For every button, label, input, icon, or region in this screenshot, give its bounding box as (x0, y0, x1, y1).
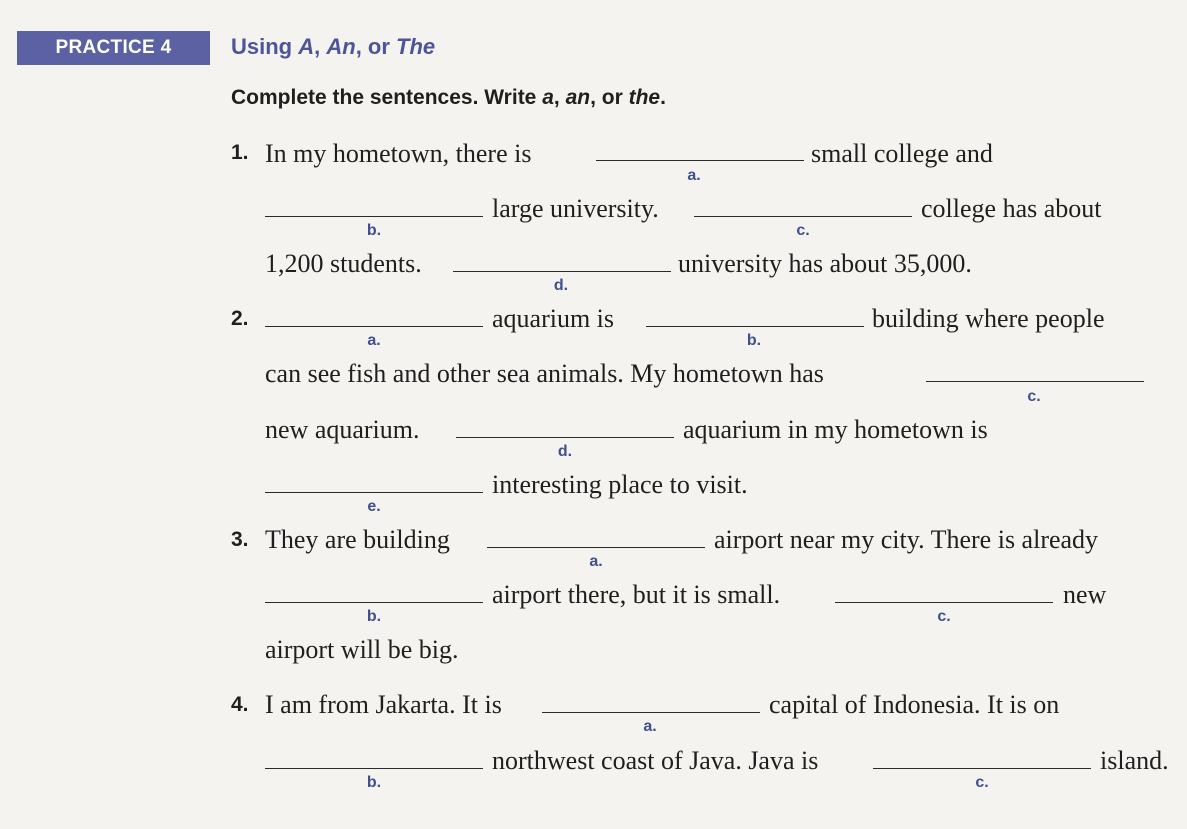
exercise-1-text: 1,200 students. (265, 249, 422, 278)
instruction-sep1: , (553, 86, 566, 109)
practice-badge: PRACTICE 4 (17, 31, 210, 65)
instruction-end: . (660, 86, 666, 109)
exercise-3-text: They are building (265, 525, 450, 554)
exercise-4-text: capital of Indonesia. It is on (769, 690, 1060, 719)
exercise-1-text: university has about 35,000. (678, 249, 972, 278)
exercise-1-text: In my hometown, there is (265, 139, 532, 168)
exercise-2b-label: b. (746, 332, 762, 349)
exercise-3c-label: c. (937, 608, 951, 625)
exercise-3-text: airport near my city. There is already (714, 525, 1099, 554)
exercise-2d-label: d. (557, 443, 573, 460)
exercise-1a-label: a. (687, 167, 701, 184)
heading-the: The (396, 34, 436, 59)
exercise-3-number: 3. (231, 528, 249, 551)
exercise-2d-blank[interactable] (456, 437, 674, 438)
exercise-1-text: small college and (811, 139, 993, 168)
exercise-2-text: can see fish and other sea animals. My hometown has (265, 359, 824, 388)
exercise-4-text: I am from Jakarta. It is (265, 690, 502, 719)
heading-an: An (326, 34, 356, 59)
exercise-2b-blank[interactable] (646, 326, 864, 327)
exercise-3-text: airport will be big. (265, 635, 459, 664)
exercise-2a-blank[interactable] (265, 326, 483, 327)
exercise-3b-blank[interactable] (265, 602, 483, 603)
heading-prefix: Using (231, 34, 299, 59)
exercise-4-text: northwest coast of Java. Java is (492, 746, 819, 775)
exercise-3b-label: b. (366, 608, 382, 625)
exercise-2a-label: a. (367, 332, 381, 349)
exercise-1b-label: b. (366, 222, 382, 239)
heading-a: A (298, 34, 315, 59)
exercise-4c-blank[interactable] (873, 768, 1091, 769)
exercise-1d-blank[interactable] (453, 271, 671, 272)
exercise-4b-label: b. (366, 774, 382, 791)
exercise-2-text: new aquarium. (265, 415, 420, 444)
exercise-1-text: large university. (492, 194, 659, 223)
exercise-3c-blank[interactable] (835, 602, 1053, 603)
exercise-2-number: 2. (231, 307, 249, 330)
exercise-1c-blank[interactable] (694, 216, 912, 217)
exercise-1a-blank[interactable] (596, 160, 804, 161)
heading-sep1: , (314, 34, 327, 59)
exercise-4a-label: a. (643, 718, 657, 735)
instruction-an: an (565, 86, 591, 109)
exercise-4-number: 4. (231, 693, 249, 716)
exercise-4c-label: c. (975, 774, 989, 791)
instructions (231, 86, 666, 110)
exercise-1-text: college has about (921, 194, 1102, 223)
exercise-2-text: aquarium in my hometown is (683, 415, 988, 444)
exercise-2c-blank[interactable] (926, 381, 1144, 382)
section-heading (231, 34, 435, 60)
exercise-1b-blank[interactable] (265, 216, 483, 217)
exercise-4b-blank[interactable] (265, 768, 483, 769)
instruction-prefix: Complete the sentences. Write (231, 86, 543, 109)
exercise-2-text: interesting place to visit. (492, 470, 748, 499)
exercise-1c-label: c. (796, 222, 810, 239)
exercise-2e-label: e. (367, 498, 381, 515)
exercise-4-text: island. (1100, 746, 1169, 775)
exercise-2-text: building where people (872, 304, 1105, 333)
exercise-3-text: new (1063, 580, 1107, 609)
exercise-3a-label: a. (589, 553, 603, 570)
exercise-2e-blank[interactable] (265, 492, 483, 493)
exercise-4a-blank[interactable] (542, 712, 760, 713)
instruction-a: a (542, 86, 554, 109)
exercise-2c-label: c. (1027, 388, 1041, 405)
exercise-3a-blank[interactable] (487, 547, 705, 548)
exercise-2-text: aquarium is (492, 304, 615, 333)
exercise-1d-label: d. (553, 277, 569, 294)
exercise-3-text: airport there, but it is small. (492, 580, 781, 609)
instruction-sep2: , or (590, 86, 629, 109)
heading-sep2: , or (355, 34, 397, 59)
exercise-1-number: 1. (231, 141, 249, 164)
instruction-the: the (628, 86, 661, 109)
